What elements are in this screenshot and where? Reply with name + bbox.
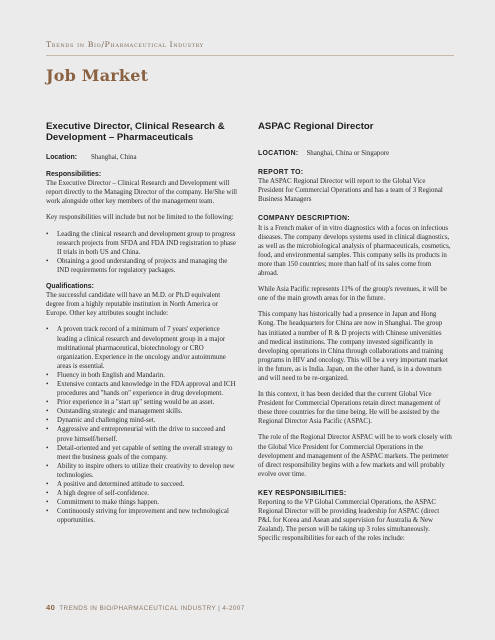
left-job-column bbox=[46, 121, 240, 532]
left-responsibilities-intro: Key responsibilities will include but not be limited to the following: bbox=[46, 214, 234, 222]
left-responsibilities-label: Responsibilities: bbox=[46, 171, 102, 179]
list-item: • Dynamic and challenging mind-set. bbox=[46, 416, 240, 425]
left-qualifications-label: Qualifications: bbox=[46, 283, 94, 291]
report-to-label: REPORT TO: bbox=[258, 169, 304, 177]
list-item: • Detail-oriented and yet capable of setting the overall strategy to meet the business goals of the company. bbox=[46, 444, 240, 462]
report-to-text: The ASPAC Regional Director will report to the Global Vice President for Commercial Operations and has a team of 3 Regional Business Managers bbox=[258, 178, 443, 204]
list-item: • Obtaining a good understanding of projects and managing the IND requirements for regulatory packages. bbox=[46, 257, 240, 275]
left-qualifications-list bbox=[46, 325, 240, 525]
list-item: • Prior experience in a "start up" setting would be an asset. bbox=[46, 398, 240, 407]
list-item: • Commitment to make things happen. bbox=[46, 498, 240, 507]
key-responsibilities-text: Reporting to the VP Global Commercial Operations, the ASPAC Regional Director will be providing leadership for ASPAC (direct P&L for Korea and Asean and supervision for Australia & New Zealand). The person will be taking up 3 roles simultaneously. Specific responsibilities for each of the roles include: bbox=[258, 499, 440, 543]
list-item: • Extensive contacts and knowledge in the FDA approval and ICH procedures and "hands on" experience in drug development. bbox=[46, 380, 240, 398]
company-description-label: COMPANY DESCRIPTION: bbox=[258, 215, 350, 223]
running-title: Trends in Bio/Pharmaceutical Industry bbox=[46, 40, 204, 49]
company-paragraph: This company has historically had a presence in Japan and Hong Kong. The headquarters for China are now in Shanghai. The group has initiated a number of R & D projects with Chinese universities and medical institutions. The company invested significantly in developing operations in China through collaborations and training programs in HIV and oncology. This will be a very important market in the future, as is India. Japan, on the other hand, is in a downturn and will need to be re-organized. bbox=[258, 311, 448, 382]
left-location-label: Location: bbox=[46, 154, 78, 161]
right-job-column bbox=[258, 121, 452, 550]
list-item: • Outstanding strategic and management skills. bbox=[46, 407, 240, 416]
right-job-title: ASPAC Regional Director bbox=[258, 121, 374, 132]
left-location-value: Shanghai, China bbox=[91, 154, 137, 161]
list-item: • Leading the clinical research and development group to progress research projects from SFDA and FDA IND registration to phase II trials in both US and China. bbox=[46, 230, 240, 257]
section-title: Job Market bbox=[46, 66, 149, 85]
key-responsibilities-label: KEY RESPONSIBILITIES: bbox=[258, 489, 347, 497]
left-responsibilities-list bbox=[46, 230, 240, 275]
left-location bbox=[46, 153, 240, 162]
list-item: • Continuously striving for improvement and new technological opportunities. bbox=[46, 507, 240, 525]
company-paragraph: The role of the Regional Director ASPAC will be to work closely with the Global Vice President for Commercial Operations in the development and management of the ASPAC markets. The perimeter of direct responsibility begins with a few markets and will probably evolve over time. bbox=[258, 434, 452, 478]
left-job-title: Executive Director, Clinical Research & Development – Pharmaceuticals bbox=[46, 121, 225, 143]
list-item: • A proven track record of a minimum of 7 years' experience leading a clinical research and development group in a major multinational pharmaceutical, biotechnology or CRO organization. Experience in the oncology and/or autoimmune areas is essential. bbox=[46, 325, 240, 370]
list-item: • Aggressive and entrepreneurial with the drive to succeed and prove himself/herself. bbox=[46, 425, 240, 443]
company-paragraph: In this context, it has been decided that the current Global Vice President for Commercial Operations retain direct management of these three countries for the time being. He will be assisted by the Regional Director Asia Pacific (ASPAC). bbox=[258, 391, 441, 426]
left-qualifications-text: The successful candidate will have an M.D. or Ph.D equivalent degree from a highly reputable institution in North America or Europe. Other key attributes sought include: bbox=[46, 292, 221, 318]
list-item: • Fluency in both English and Mandarin. bbox=[46, 371, 240, 380]
right-location-value: Shanghai, China or Singapore bbox=[306, 150, 390, 157]
page-number: 40 bbox=[46, 603, 56, 612]
header-rule bbox=[46, 55, 454, 56]
footer-text: TRENDS IN BIO/PHARMACEUTICAL INDUSTRY | 4-2007 bbox=[59, 605, 245, 612]
list-item: • A positive and determined attitude to succeed. bbox=[46, 480, 240, 489]
list-item: • Ability to inspire others to utilize their creativity to develop new technologies. bbox=[46, 462, 240, 480]
right-location-label: LOCATION: bbox=[258, 150, 299, 157]
company-paragraph: It is a French maker of in vitro diagnostics with a focus on infectious diseases. The company develops systems used in clinical diagnostics, as well as the microbiological analysis of pharmaceuticals, cosmetics, food, and environmental samples. This company sells its products in more than 150 countries; more than half of its sales come from abroad. bbox=[258, 224, 451, 278]
company-paragraph: While Asia Pacific represents 11% of the group's revenues, it will be one of the main growth areas for in the future. bbox=[258, 286, 447, 303]
page-footer bbox=[46, 603, 245, 612]
right-location bbox=[258, 149, 452, 158]
list-item: • A high degree of self-confidence. bbox=[46, 489, 240, 498]
left-responsibilities-text: The Executive Director – Clinical Research and Development will report directly to the Managing Director of the company. He/She will work alongside other key members of the management team. bbox=[46, 180, 238, 206]
